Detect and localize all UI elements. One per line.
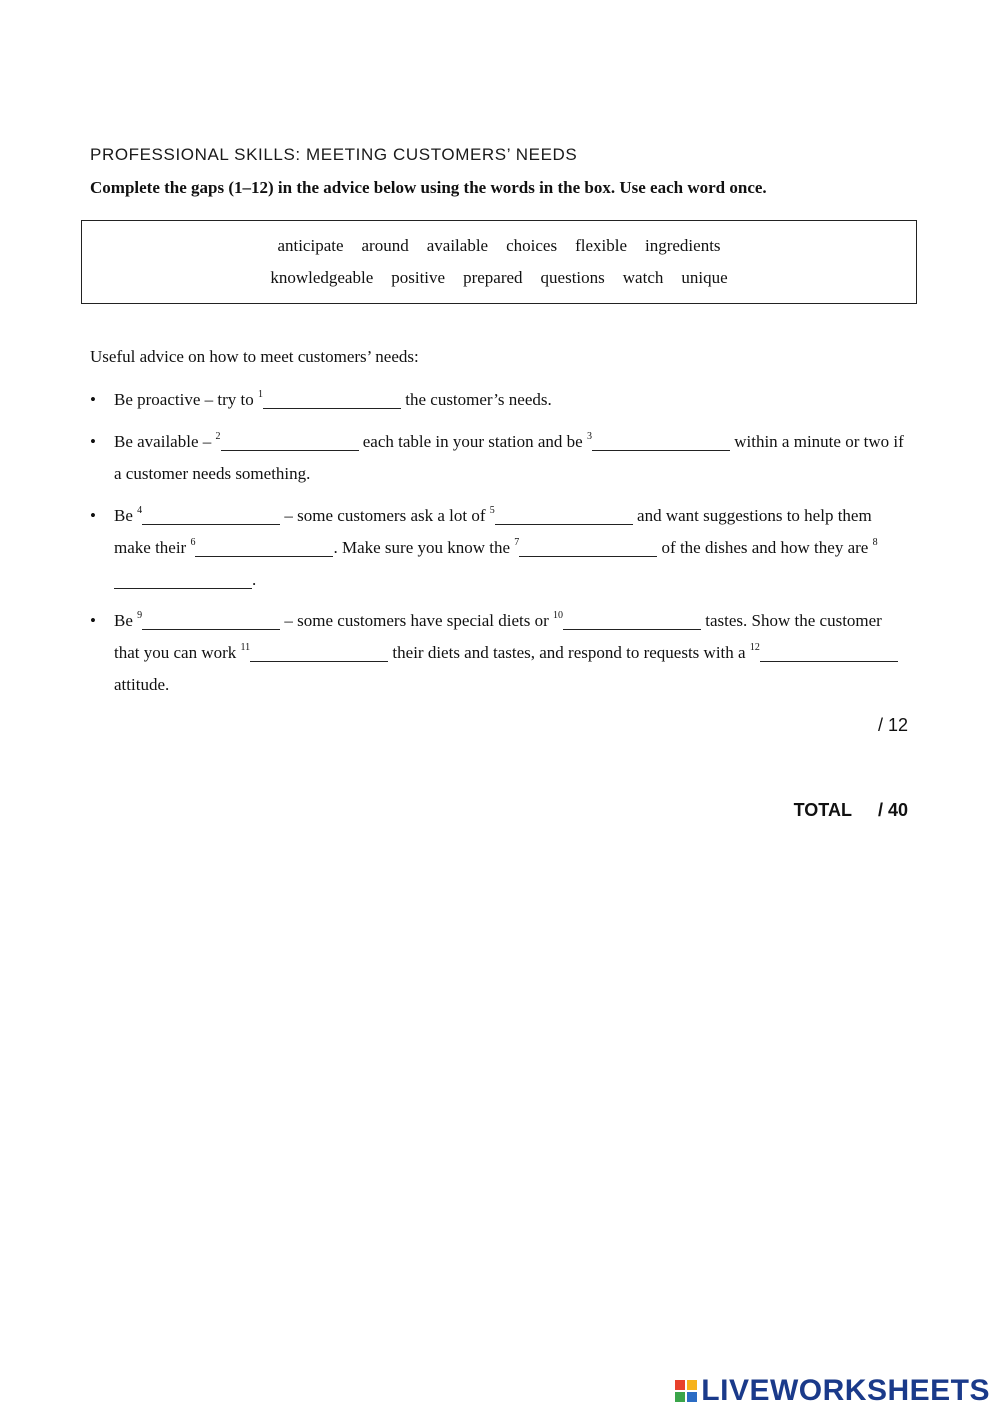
gap-12-blank[interactable]: [760, 641, 898, 662]
gap-number: 7: [514, 537, 520, 548]
word-box-word: prepared: [463, 268, 523, 287]
intro-text: Useful advice on how to meet customers’ needs:: [90, 347, 419, 366]
gap-number: 9: [137, 610, 143, 621]
word-box-row-2: [270, 262, 727, 294]
word-box-word: choices: [506, 236, 558, 255]
advice-text: Be $^9$ – some customers have special diets or $^{10}$ tastes. Show the customer that you can work $^{11}$ their diets and tastes, and respond to requests with a $^{12}$ attitude.: [114, 605, 910, 701]
word-box-word: available: [426, 236, 489, 255]
logo-tile: [675, 1380, 685, 1390]
total-label: TOTAL: [793, 800, 852, 820]
gap-8-blank[interactable]: [114, 568, 252, 589]
gap-number: 5: [489, 505, 495, 516]
word-box-word: ingredients: [645, 236, 721, 255]
gap-2-blank[interactable]: [221, 430, 359, 451]
gap-number: 12: [749, 642, 760, 653]
advice-text: Be available – $^2$ each table in your station and be $^3$ within a minute or two if a customer needs something.: [114, 431, 904, 483]
section-heading: PROFESSIONAL SKILLS: MEETING CUSTOMERS’ NEEDS: [90, 145, 578, 164]
gap-5-blank[interactable]: [495, 504, 633, 525]
advice-item-2: [90, 426, 910, 490]
word-box-word: around: [361, 236, 409, 255]
gap-4-blank[interactable]: [142, 504, 280, 525]
section-score: / 12: [877, 715, 908, 735]
logo-tile: [675, 1392, 685, 1402]
logo-text: LIVEWORKSHEETS: [701, 1374, 990, 1407]
word-box: [81, 220, 917, 304]
gap-11-blank[interactable]: [250, 641, 388, 662]
gap-number: 11: [240, 642, 251, 653]
logo-tile: [687, 1392, 697, 1402]
liveworksheets-logo: [675, 1374, 990, 1408]
advice-text: Be $^4$ – some customers ask a lot of $^5$ and want suggestions to help them make their $^6$ . Make sure you know the $^7$ of the dishes and how they are $^8$.: [114, 505, 878, 589]
word-box-word: anticipate: [277, 236, 344, 255]
word-box-word: questions: [540, 268, 605, 287]
total-score: [794, 800, 908, 821]
gap-number: 1: [258, 389, 263, 400]
total-value: / 40: [877, 800, 908, 820]
bullet: •: [90, 390, 96, 409]
bullet: •: [90, 611, 96, 630]
gap-3-blank[interactable]: [592, 430, 730, 451]
word-box-word: knowledgeable: [270, 268, 374, 287]
gap-number: 2: [215, 431, 221, 442]
word-box-word: unique: [681, 268, 728, 287]
advice-item-4: [90, 605, 910, 701]
gap-number: 4: [137, 505, 143, 516]
word-box-word: flexible: [575, 236, 627, 255]
gap-7-blank[interactable]: [519, 536, 657, 557]
word-box-word: watch: [622, 268, 664, 287]
gap-number: 10: [553, 610, 564, 621]
gap-1-blank[interactable]: [263, 388, 401, 409]
gap-6-blank[interactable]: [195, 536, 333, 557]
advice-text: Be proactive – try to $^1$ the customer’s needs.: [114, 389, 552, 409]
gap-number: 6: [190, 537, 196, 548]
logo-tile: [687, 1380, 697, 1390]
gap-number: 8: [872, 537, 878, 548]
gap-9-blank[interactable]: [142, 609, 280, 630]
instruction-text: Complete the gaps (1–12) in the advice below using the words in the box. Use each word once.: [90, 178, 767, 197]
bullet: •: [90, 432, 96, 451]
logo-icon: [675, 1380, 697, 1402]
gap-10-blank[interactable]: [563, 609, 701, 630]
word-box-word: positive: [391, 268, 446, 287]
bullet: •: [90, 506, 96, 525]
word-box-row-1: [277, 230, 720, 262]
gap-number: 3: [586, 431, 592, 442]
advice-item-3: [90, 500, 910, 596]
advice-item-1: [90, 384, 910, 416]
